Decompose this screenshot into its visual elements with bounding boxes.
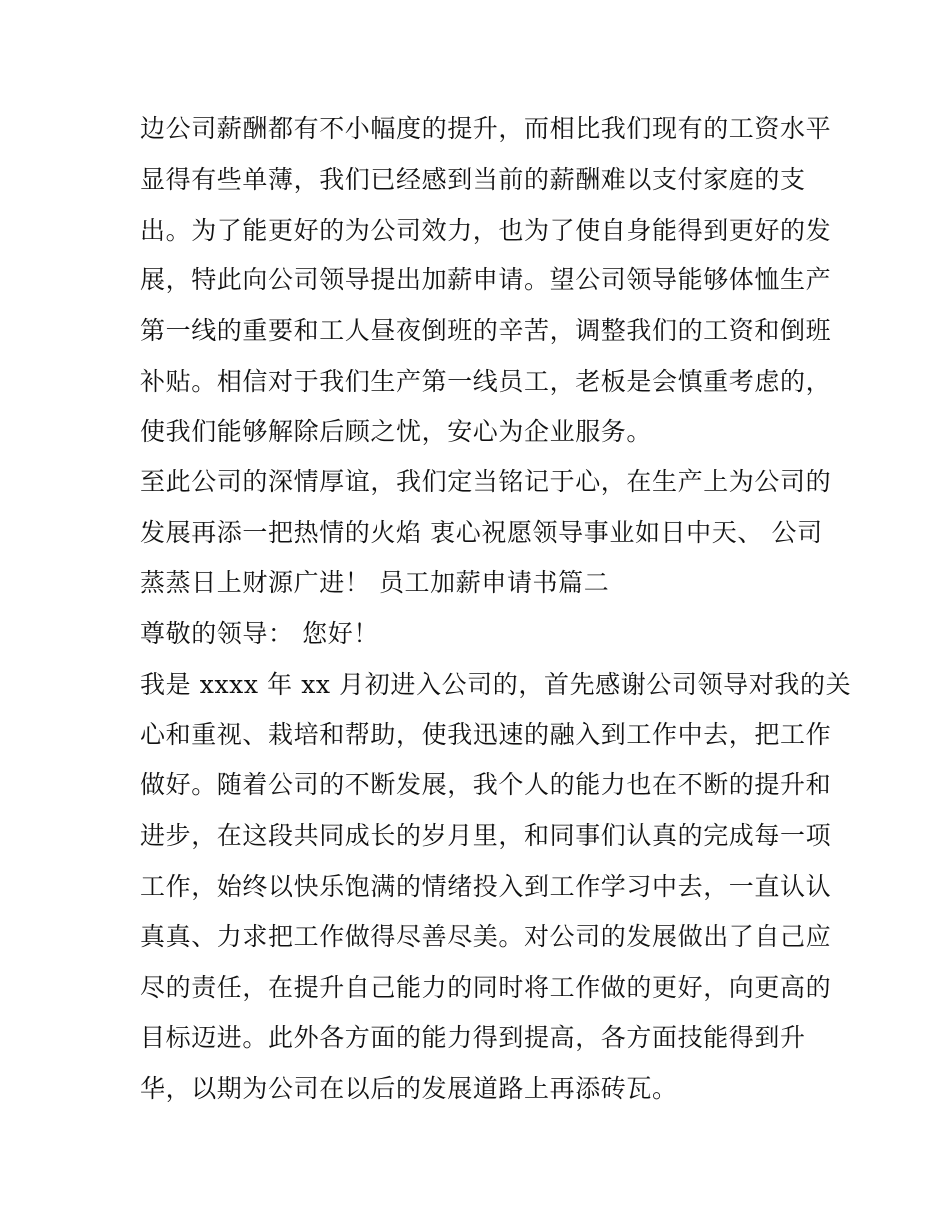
- text-line: 做好。随着公司的不断发展，我个人的能力也在不断的提升和: [140, 770, 832, 799]
- text-line: 进步，在这段共同成长的岁月里，和同事们认真的完成每一项: [140, 821, 832, 850]
- text-line: 蒸蒸日上财源广进！ 员工加薪申请书篇二: [140, 568, 610, 597]
- text-line: 我是 xxxx 年 xx 月初进入公司的，首先感谢公司领导对我的关: [140, 670, 852, 699]
- text-line: 边公司薪酬都有不小幅度的提升，而相比我们现有的工资水平: [140, 114, 832, 143]
- text-line: 发展再添一把热情的火焰 衷心祝愿领导事业如日中天、 公司: [140, 518, 823, 547]
- text-line: 补贴。相信对于我们生产第一线员工，老板是会慎重考虑的，: [140, 367, 832, 396]
- text-line: 尽的责任，在提升自己能力的同时将工作做的更好，向更高的: [140, 973, 832, 1002]
- text-line: 工作，始终以快乐饱满的情绪投入到工作学习中去，一直认认: [140, 872, 832, 901]
- text-line: 目标迈进。此外各方面的能力得到提高，各方面技能得到升: [140, 1023, 806, 1052]
- text-line: 显得有些单薄，我们已经感到当前的薪酬难以支付家庭的支: [140, 165, 806, 194]
- text-line: 心和重视、栽培和帮助，使我迅速的融入到工作中去，把工作: [140, 720, 832, 749]
- text-line: 出。为了能更好的为公司效力，也为了使自身能得到更好的发: [140, 216, 832, 245]
- text-line: 尊敬的领导： 您好！: [140, 619, 379, 648]
- text-line: 至此公司的深情厚谊，我们定当铭记于心，在生产上为公司的: [140, 467, 832, 496]
- text-line: 使我们能够解除后顾之忧，安心为企业服务。: [140, 417, 653, 446]
- text-line: 真真、力求把工作做得尽善尽美。对公司的发展做出了自己应: [140, 922, 832, 951]
- text-line: 第一线的重要和工人昼夜倒班的辛苦，调整我们的工资和倒班: [140, 316, 832, 345]
- text-line: 华，以期为公司在以后的发展道路上再添砖瓦。: [140, 1074, 678, 1103]
- text-line: 展，特此向公司领导提出加薪申请。望公司领导能够体恤生产: [140, 265, 832, 294]
